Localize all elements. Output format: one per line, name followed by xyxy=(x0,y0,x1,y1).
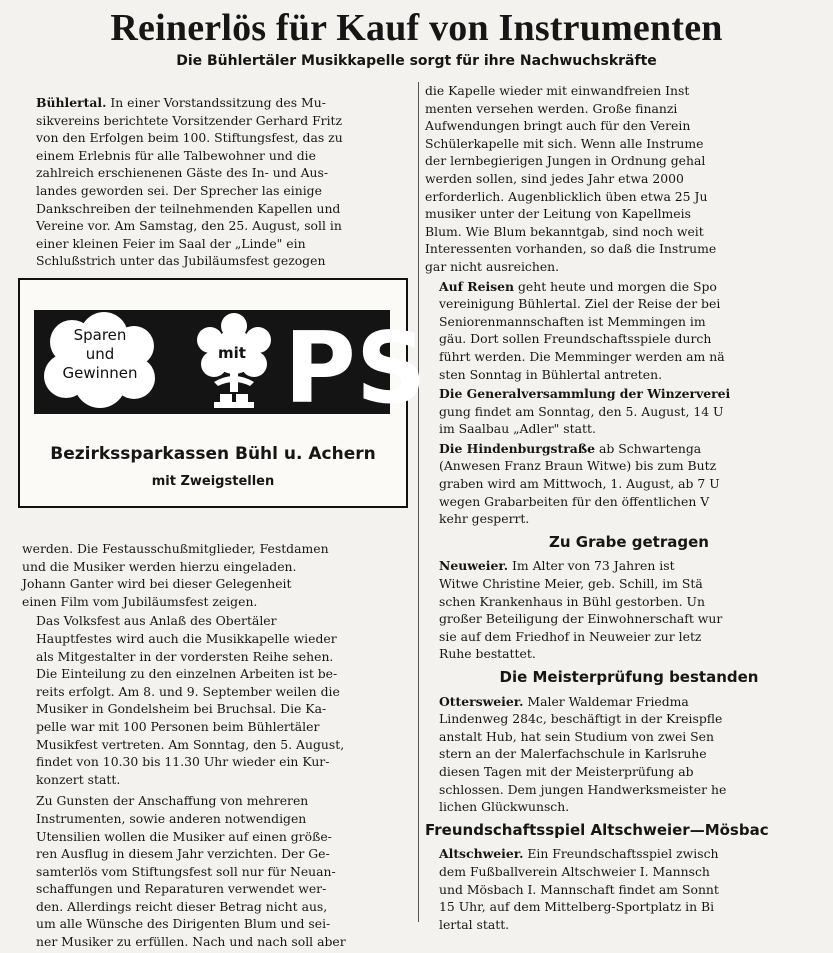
text-line: Musikfest vertreten. Am Sonntag, den 5. August, xyxy=(36,736,345,752)
dateline-buehlertal: Bühlertal. xyxy=(36,95,107,110)
ps-logo-icon xyxy=(282,310,427,426)
ad-bank-subtitle: mit Zweigstellen xyxy=(151,474,275,489)
text-line: sie auf dem Friedhof in Neuweier zur letz xyxy=(439,628,702,644)
left-column-bottom xyxy=(22,540,412,953)
text-line: kehr gesperrt. xyxy=(439,511,530,527)
text-line: erforderlich. Augenblicklich üben etwa 25 Ju xyxy=(425,188,708,204)
svg-text:PS: PS xyxy=(284,312,427,426)
text-line: ren Ausflug in diesem Jahr verzichten. Der Ge- xyxy=(36,846,330,862)
text-line: gäu. Dort sollen Freundschaftsspiele durch xyxy=(439,331,712,347)
text-line: Aufwendungen bringt auch für den Verein xyxy=(425,118,691,134)
ad-banner xyxy=(34,310,427,426)
article-zu-grabe xyxy=(425,557,833,663)
ad-mit-label: mit xyxy=(218,344,246,362)
mascot-flower-icon xyxy=(194,312,274,412)
text-line: samterlös vom Stiftungsfest soll nur für Neuan- xyxy=(36,863,336,879)
text-line: Interessenten vorhanden, so daß die Instrume xyxy=(425,241,717,257)
column-divider xyxy=(418,82,419,922)
notice-auf-reisen xyxy=(425,278,833,384)
text-line: und die Musiker werden hierzu eingeladen. xyxy=(22,558,297,574)
text-line: musiker unter der Leitung von Kapellmeis xyxy=(425,206,691,222)
text-line: von den Erfolgen beim 100. Stiftungsfest, das zu xyxy=(36,130,343,146)
text-line: Neuweier. Im Alter von 73 Jahren ist xyxy=(439,558,675,574)
text-line: anstalt Hub, hat sein Studium von zwei Sen xyxy=(439,728,714,744)
heading-meisterpruefung: Die Meisterprüfung bestanden xyxy=(499,668,759,686)
text-line: konzert statt. xyxy=(36,771,121,787)
article-headline: Reinerlös für Kauf von Instrumenten xyxy=(110,7,723,49)
text-line: Das Volksfest aus Anlaß des Obertäler xyxy=(36,613,277,629)
text-line: sten Sonntag in Bühlertal antreten. xyxy=(439,366,663,382)
text-line: stern an der Malerfachschule in Karlsruhe xyxy=(439,746,707,762)
text-line: Utensilien wollen die Musiker auf einen größe- xyxy=(36,828,332,844)
text-line: Vereine vor. Am Samstag, den 25. August, soll in xyxy=(36,218,342,234)
text-line: lichen Glückwunsch. xyxy=(439,799,570,815)
text-line: die Kapelle wieder mit einwandfreien Inst xyxy=(425,83,690,98)
sparkasse-advertisement xyxy=(18,278,427,508)
text-line: sikvereins berichtete Vorsitzender Gerhard Fritz xyxy=(36,112,343,128)
notice-lead: Auf Reisen xyxy=(439,278,515,294)
text-line: um alle Wünsche des Dirigenten Blum und sei- xyxy=(36,916,331,932)
right-column xyxy=(425,82,833,935)
text-line: gar nicht ausreichen. xyxy=(425,258,560,274)
text-line: schlossen. Dem jungen Handwerksmeister he xyxy=(439,781,727,797)
text-line: und Mösbach I. Mannschaft findet am Sonnt xyxy=(439,881,719,897)
text-line: werden. Die Festausschußmitglieder, Festdamen xyxy=(22,541,329,556)
dateline-altschweier: Altschweier. xyxy=(439,846,524,862)
text-line: Auf Reisen geht heute und morgen die Spo xyxy=(439,278,717,294)
text-line: Die Hindenburgstraße ab Schwartenga xyxy=(439,440,702,456)
dateline-ottersweier: Ottersweier. xyxy=(439,693,524,709)
text-line: Instrumenten, sowie anderen notwendigen xyxy=(36,810,307,826)
text-line: Dankschreiben der teilnehmenden Kapellen und xyxy=(36,200,341,216)
text-line: Lindenweg 284c, beschäftigt in der Kreispfle xyxy=(439,711,723,727)
text-line: graben wird am Mittwoch, 1. August, ab 7 U xyxy=(439,476,720,492)
text-line: ner Musiker zu erfüllen. Nach und nach soll aber xyxy=(36,934,346,950)
text-line: vereinigung Bühlertal. Ziel der Reise der bei xyxy=(439,296,721,312)
text-line: 15 Uhr, auf dem Mittelberg-Sportplatz in Bi xyxy=(439,899,715,915)
notice-lead: Die Hindenburgstraße xyxy=(439,440,596,456)
text-line: einer kleinen Feier im Saal der „Linde" ein xyxy=(36,235,306,251)
text-line: Schlußstrich unter das Jubiläumsfest gezogen xyxy=(36,253,326,269)
text-line: gung findet am Sonntag, den 5. August, 14 U xyxy=(439,403,724,419)
text-line: Hauptfestes wird auch die Musikkapelle wieder xyxy=(36,630,337,646)
text-line: als Mitgestalter in der vordersten Reihe sehen. xyxy=(36,648,334,664)
notice-lead: Die Generalversammlung der Winzerverei xyxy=(439,386,731,402)
text-line: pelle war mit 100 Personen beim Bühlertäler xyxy=(36,718,320,734)
text-line: im Saalbau „Adler" statt. xyxy=(439,421,596,437)
text-line: diesen Tagen mit der Meisterprüfung ab xyxy=(439,763,694,779)
text-line: zahlreich erschienenen Gäste des In- und Aus- xyxy=(36,165,329,181)
text-line: Musiker in Gondelsheim bei Bruchsal. Die Ka- xyxy=(36,701,327,717)
text-line: Zu Gunsten der Anschaffung von mehreren xyxy=(36,793,309,809)
text-line: schaffungen und Reparaturen verwendet wer- xyxy=(36,881,327,897)
text-line: menten versehen werden. Große finanzi xyxy=(425,100,678,116)
notice-hindenburgstrasse xyxy=(425,440,833,528)
text-line: Johann Ganter wird bei dieser Gelegenheit xyxy=(22,576,292,592)
text-line: Seniorenmannschaften ist Memmingen im xyxy=(439,313,706,329)
heading-zu-grabe-getragen: Zu Grabe getragen xyxy=(549,532,709,551)
ad-bank-name: Bezirkssparkassen Bühl u. Achern xyxy=(50,444,376,464)
text-line: großer Beteiligung der Einwohnerschaft wur xyxy=(439,611,723,627)
text-line: werden sollen, sind jedes Jahr etwa 2000 xyxy=(425,170,684,186)
text-line: einen Film vom Jubiläumsfest zeigen. xyxy=(22,593,258,609)
text-line: findet von 10.30 bis 11.30 Uhr wieder ein Kur- xyxy=(36,754,330,770)
text-line: Ottersweier. Maler Waldemar Friedma xyxy=(439,693,689,709)
text-line: führt werden. Die Memminger werden am nä xyxy=(439,348,725,364)
text-line: Blum. Wie Blum bekanntgab, sind noch weit xyxy=(425,223,704,239)
article-meisterpruefung xyxy=(425,693,833,816)
text-line: landes geworden sei. Der Sprecher las einige xyxy=(36,182,322,198)
text-line: (Anwesen Franz Braun Witwe) bis zum Butz xyxy=(439,458,717,474)
text-line: lertal statt. xyxy=(439,916,510,932)
text-line: Witwe Christine Meier, geb. Schill, im Stä xyxy=(439,576,703,592)
text-line: schen Krankenhaus in Bühl gestorben. Un xyxy=(439,593,705,609)
text-line: der lernbegierigen Jungen in Ordnung gehal xyxy=(425,153,706,169)
heading-freundschaftsspiel: Freundschaftsspiel Altschweier—Mösbac xyxy=(425,820,769,839)
text-line: dem Fußballverein Altschweier I. Mannsch xyxy=(439,863,710,879)
text-line: wegen Grabarbeiten für den öffentlichen V xyxy=(439,493,710,509)
ad-cloud-text: Sparen und Gewinnen xyxy=(62,326,138,382)
text-line: Bühlertal. In einer Vorstandssitzung des Mu- xyxy=(36,95,326,110)
text-line: Schülerkapelle mit sich. Wenn alle Instrume xyxy=(425,135,704,151)
notice-generalversammlung xyxy=(425,385,833,438)
text-line: einem Erlebnis für alle Talbewohner und die xyxy=(36,147,316,163)
text-line: Ruhe bestattet. xyxy=(439,646,536,662)
article-freundschaftsspiel xyxy=(425,845,833,933)
text-line: Die Einteilung zu den einzelnen Arbeiten ist be- xyxy=(36,666,338,682)
dateline-neuweier: Neuweier. xyxy=(439,558,509,574)
text-line: den. Allerdings reicht dieser Betrag nicht aus, xyxy=(36,898,328,914)
left-column-top xyxy=(22,94,412,272)
text-line: reits erfolgt. Am 8. und 9. September weilen die xyxy=(36,683,340,699)
article-subheadline: Die Bühlertäler Musikkapelle sorgt für ihre Nachwuchskräfte xyxy=(176,53,657,69)
text-line: Altschweier. Ein Freundschaftsspiel zwisch xyxy=(439,846,719,862)
